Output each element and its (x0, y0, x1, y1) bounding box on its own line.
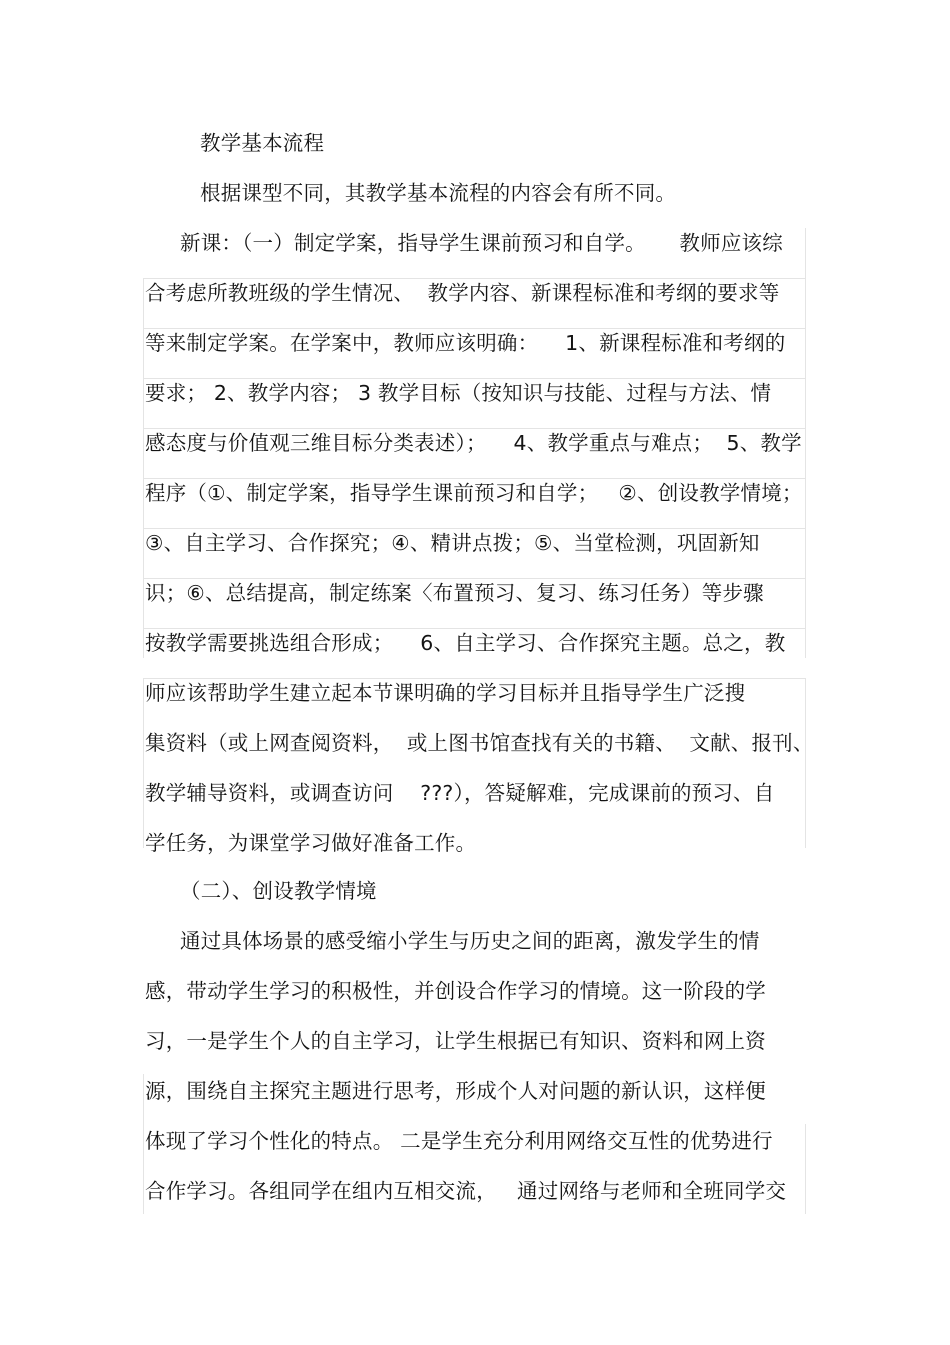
section1-line: 师应该帮助学生建立起本节课明确的学习目标并且指导学生广泛搜 (145, 681, 746, 705)
border-line (143, 528, 805, 529)
section2-line: 习，一是学生个人的自主学习，让学生根据已有知识、资料和网上资 (145, 1029, 766, 1053)
border-line (805, 678, 806, 848)
border-line (143, 628, 805, 629)
section1-line: 等来制定学案。在学案中，教师应该明确： 1、新课程标准和考纲的 (145, 331, 786, 355)
border-line (143, 428, 805, 429)
section2-line: 体现了学习个性化的特点。 二是学生充分利用网络交互性的优势进行 (145, 1129, 773, 1153)
border-line (143, 378, 805, 379)
section2-line: 合作学习。各组同学在组内互相交流， 通过网络与老师和全班同学交 (145, 1179, 787, 1203)
border-line (143, 278, 144, 658)
section1-line: 程序（①、制定学案，指导学生课前预习和自学； ②、创设教学情境； (145, 481, 803, 505)
border-line (143, 678, 805, 679)
section2-line: 源，围绕自主探究主题进行思考，形成个人对问题的新认识，这样便 (145, 1079, 766, 1103)
section1-line: 教学辅导资料，或调查访问 ???），答疑解难，完成课前的预习、自 (145, 781, 775, 805)
border-line (143, 328, 805, 329)
section1-line: 学任务，为课堂学习做好准备工作。 (145, 831, 477, 855)
section2-line: 感，带动学生学习的积极性，并创设合作学习的情境。这一阶段的学 (145, 979, 766, 1003)
section1-line: 按教学需要挑选组合形成； 6、自主学习、合作探究主题。总之，教 (145, 631, 786, 655)
border-line (805, 1124, 806, 1214)
section2-heading: （二）、创设教学情境 (180, 879, 377, 903)
border-line (143, 678, 144, 848)
border-line (143, 278, 805, 279)
border-line (805, 228, 806, 658)
section1-line: ③、自主学习、合作探究；④、精讲点拨；⑤、当堂检测，巩固新知 (145, 531, 760, 555)
section1-line: 要求； 2、教学内容； 3 教学目标（按知识与技能、过程与方法、情 (145, 381, 772, 405)
section1-line: 新课：（一）制定学案，指导学生课前预习和自学。 教师应该综 (180, 231, 783, 255)
section1-line: 集资料（或上网查阅资料， 或上图书馆查找有关的书籍、 文献、报刊、 (145, 731, 814, 755)
border-line (143, 578, 805, 579)
intro-paragraph: 根据课型不同，其教学基本流程的内容会有所不同。 (200, 181, 677, 205)
section1-line: 合考虑所教班级的学生情况、 教学内容、新课程标准和考纲的要求等 (145, 281, 780, 305)
document-title: 教学基本流程 (200, 131, 325, 155)
border-line (143, 478, 805, 479)
section1-line: 感态度与价值观三维目标分类表述）； 4、教学重点与难点； 5、教学 (145, 431, 802, 455)
section1-line: 识；⑥、总结提高，制定练案〈布置预习、复习、练习任务）等步骤 (145, 581, 764, 605)
section2-line: 通过具体场景的感受缩小学生与历史之间的距离，激发学生的情 (180, 929, 760, 953)
border-line (143, 1074, 144, 1214)
